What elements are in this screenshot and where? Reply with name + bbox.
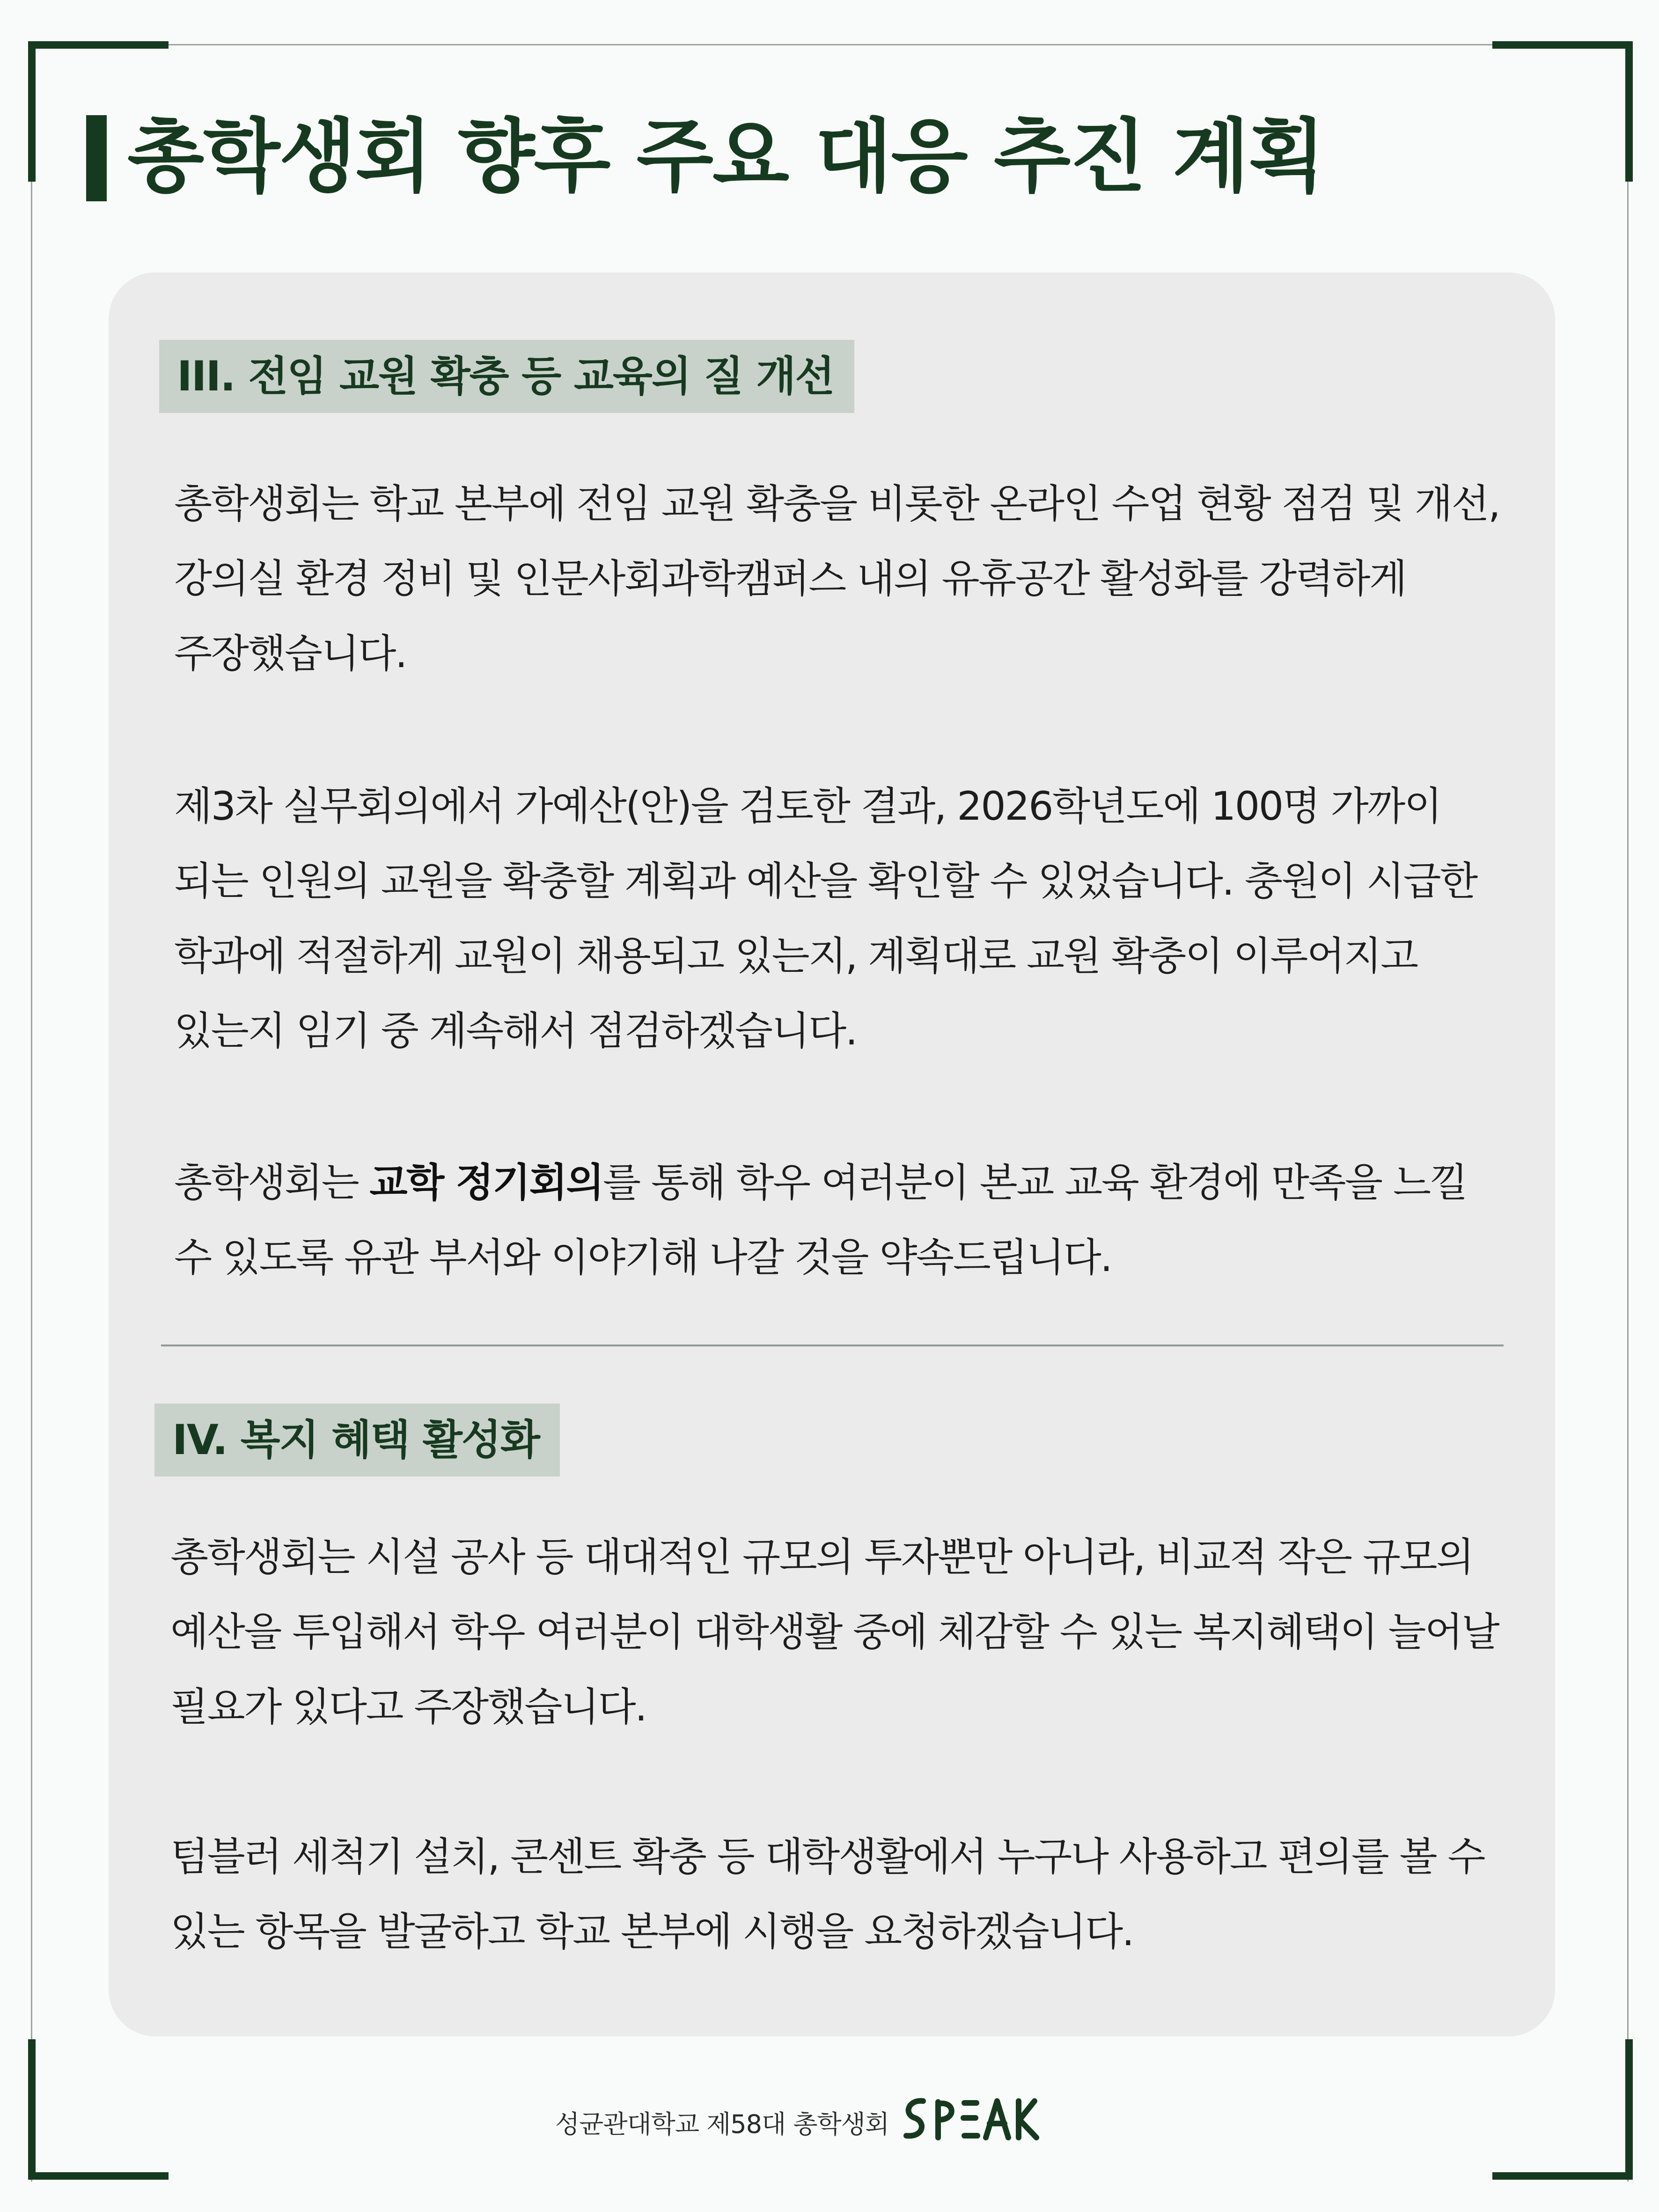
text-line <box>174 1145 1467 1220</box>
section-heading-iv: IV. 복지 혜택 활성화 <box>154 1404 560 1477</box>
text-line: 총학생회는 학교 본부에 전임 교원 확충을 비롯한 온라인 수업 현황 점검 및 개선, <box>174 481 1500 527</box>
section-iii-paragraph-2 <box>174 769 1477 1068</box>
frame-top-line <box>28 44 1631 45</box>
text-line: 수 있도록 유관 부서와 이야기해 나갈 것을 약속드립니다. <box>174 1235 1112 1280</box>
text-line: 제3차 실무회의에서 가예산(안)을 검토한 결과, 2026학년도에 100명 가까이 <box>174 783 1441 829</box>
text-line: 텀블러 세척기 설치, 콘센트 확충 등 대학생활에서 누구나 사용하고 편의를 볼 수 <box>170 1834 1485 1880</box>
title-accent-bar <box>86 115 107 201</box>
text-line: 있는지 임기 중 계속해서 점검하겠습니다. <box>174 1008 857 1054</box>
text-line: 되는 인원의 교원을 확충할 계획과 예산을 확인할 수 있었습니다. 충원이 시급한 <box>174 858 1477 904</box>
page-title: 총학생회 향후 주요 대응 추진 계획 <box>127 110 1325 203</box>
section-heading-iii: III. 전임 교원 확충 등 교육의 질 개선 <box>159 340 854 413</box>
frame-left-line <box>31 44 32 2182</box>
section-iii-paragraph-1 <box>174 466 1499 691</box>
text-line: 주장했습니다. <box>174 631 407 676</box>
footer-organization: 성균관대학교 제58대 총학생회 <box>555 2109 889 2139</box>
text-line: 예산을 투입해서 학우 여러분이 대학생활 중에 체감할 수 있는 복지혜택이 늘어날 <box>170 1609 1499 1655</box>
frame-right-line <box>1627 44 1629 2182</box>
section-iv-paragraph-1 <box>170 1520 1498 1744</box>
section-iii-paragraph-3 <box>174 1145 1467 1295</box>
text-line: 학과에 적절하게 교원이 채용되고 있는지, 계획대로 교원 확충이 이루어지고 <box>174 933 1417 979</box>
bold-emphasis: 교학 정기회의 <box>369 1160 603 1205</box>
text-line: 필요가 있다고 주장했습니다. <box>170 1684 646 1730</box>
section-divider <box>161 1345 1504 1346</box>
section-iv-paragraph-2 <box>170 1819 1484 1969</box>
text-line: 총학생회는 시설 공사 등 대대적인 규모의 투자뿐만 아니라, 비교적 작은 규모의 <box>170 1534 1473 1580</box>
text-segment: 를 통해 학우 여러분이 본교 교육 환경에 만족을 느낄 <box>603 1160 1467 1205</box>
text-line: 강의실 환경 정비 및 인문사회과학캠퍼스 내의 유휴공간 활성화를 강력하게 <box>174 556 1406 602</box>
text-line: 있는 항목을 발굴하고 학교 본부에 시행을 요청하겠습니다. <box>170 1909 1133 1955</box>
text-segment: 총학생회는 <box>174 1160 370 1205</box>
speak-logo <box>899 2091 1041 2147</box>
